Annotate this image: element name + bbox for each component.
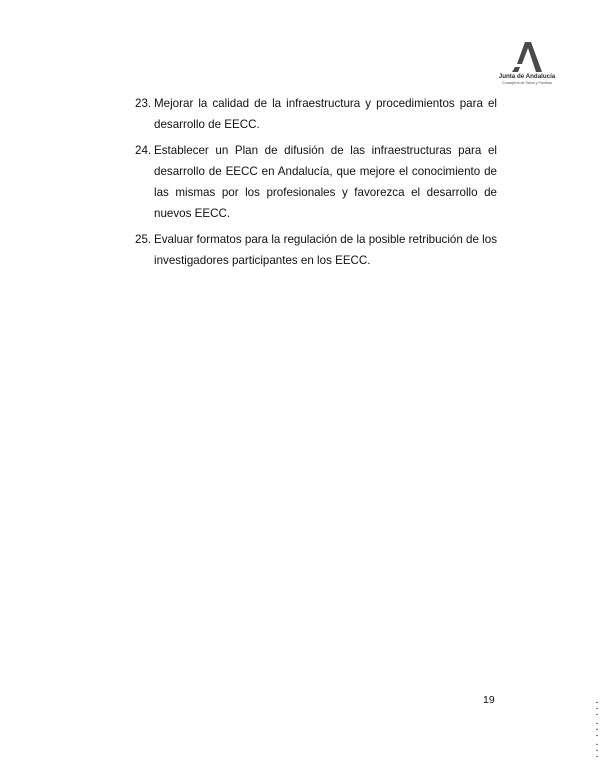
recommendations-list — [135, 93, 497, 275]
margin-verification-code: ▪▪▪ ▪▪▪ ▪▪▪ — [594, 700, 600, 761]
item-text: Mejorar la calidad de la infraestructura y procedimientos para el desarrollo de EECC. — [154, 97, 497, 132]
page-number: 19 — [483, 694, 495, 706]
item-number: 25. — [135, 232, 152, 246]
list-item — [135, 93, 497, 136]
list-item — [135, 229, 497, 272]
item-number: 24. — [135, 143, 152, 157]
item-text: Evaluar formatos para la regulación de la posible retribución de los investigadores participantes en los EECC. — [154, 232, 497, 268]
item-number: 23. — [135, 97, 152, 110]
item-text: Establecer un Plan de difusión de las infraestructuras para el desarrollo de EECC en Andalucía, que mejore el conocimiento de las mismas por los profesionales y favorezca el desarrollo de nuevos EECC. — [154, 143, 497, 221]
junta-de-andalucia-a-icon — [511, 42, 543, 72]
logo-tagline: Consejería de Salud y Familias — [502, 81, 552, 85]
logo-name: Junta de Andalucía — [498, 73, 556, 80]
junta-de-andalucia-logo — [492, 42, 562, 92]
list-item — [135, 140, 497, 225]
